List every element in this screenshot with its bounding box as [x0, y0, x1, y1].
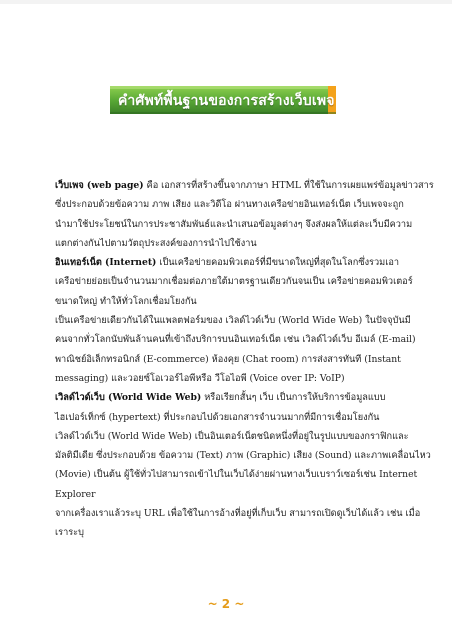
text-line: แตกต่างกันไปตามวัตถุประสงค์ของการนำไปใช้งาน: [55, 237, 257, 249]
text-line: Explorer: [55, 488, 96, 500]
text-line: ซึ่งประกอบด้วยข้อความ ภาพ เสียง และวิดีโอ ผ่านทางเครือข่ายอินเทอร์เน็ต เว็บเพจจะถูก: [55, 199, 404, 211]
term-www: เวิลด์ไวด์เว็บ (World Wide Web): [55, 392, 202, 404]
text-line: เวิลด์ไวด์เว็บ (World Wide Web) เป็นอินเตอร์เน็ตชนิดหนึ่งที่อยู่ในรูปแบบของกราฟิกและ: [55, 430, 409, 442]
paragraph-internet: [55, 253, 413, 311]
top-rule: [0, 0, 452, 4]
text-line: เครือข่ายย่อยเป็นจำนวนมากเชื่อมต่อภายใต้มาตรฐานเดียวกันจนเป็น เครือข่ายคอมพิวเตอร์: [55, 276, 413, 288]
banner-title: คำศัพท์พื้นฐานของการสร้างเว็บเพจ: [118, 93, 335, 109]
text-line: นำมาใช้ประโยชน์ในการประชาสัมพันธ์และนำเสนอข้อมูลต่างๆ จึงส่งผลให้แต่ละเว็บมีความ: [55, 218, 413, 230]
body-text: [55, 176, 434, 543]
title-banner: [110, 86, 336, 114]
text-line: มัลติมีเดีย ซึ่งประกอบด้วย ข้อความ (Text) ภาพ (Graphic) เสียง (Sound) และภาพเคลื่อนไหว: [55, 450, 431, 462]
term-internet: อินเทอร์เน็ต (Internet): [55, 257, 157, 269]
text-line: เป็นเครือข่ายเดียวกันได้ในแพลตฟอร์มของ เวิลด์ไวด์เว็บ (World Wide Web) ในปัจจุบันมี: [55, 315, 411, 327]
text-line: ขนาดใหญ่ ทำให้ทั่วโลกเชื่อมโยงกัน: [55, 295, 197, 307]
text-line: อินเทอร์เน็ต (Internet) เป็นเครือข่ายคอมพิวเตอร์ที่มีขนาดใหญ่ที่สุดในโลกซึ่งรวมเอา: [55, 257, 400, 269]
paragraph-www: [55, 388, 431, 504]
text-line: เวิลด์ไวด์เว็บ (World Wide Web) หรือเรียกสั้นๆ เว็บ เป็นการให้บริการข้อมูลแบบ: [55, 392, 386, 404]
text-line: เราระบุ: [55, 527, 84, 539]
text-line: เว็บเพจ (web page) คือ เอกสารที่สร้างขึ้นจากภาษา HTML ที่ใช้ในการเผยแพร่ข้อมูลข่าวสาร: [55, 180, 434, 191]
text-line: พาณิชย์อิเล็กทรอนิกส์ (E-commerce) ห้องคุย (Chat room) การส่งสารทันที (Instant: [55, 353, 401, 365]
paragraph-internet-cont: [55, 311, 416, 388]
text-line: คนจากทั่วโลกนับพันล้านคนที่เข้าถึงบริการบนอินเทอร์เน็ต เช่น เวิลด์ไวด์เว็บ อีเมล์ (E-mail): [55, 334, 416, 346]
page-number: ~ 2 ~: [207, 597, 245, 611]
paragraph-web-page: [55, 176, 434, 253]
text-line: messaging) และวอยซ์โอเวอร์ไอพีหรือ วีโอไอพี (Voice over IP: VoIP): [55, 372, 345, 384]
text-line: (Movie) เป็นต้น ผู้ใช้ทั่วไปสามารถเข้าไปในเว็บได้ง่ายผ่านทางเว็บเบราว์เซอร์เช่น Internet: [55, 469, 418, 481]
paragraph-url: [55, 504, 421, 543]
text-line: จากเครื่องเราแล้วระบุ URL เพื่อใช้ในการอ้างที่อยู่ที่เก็บเว็บ สามารถเปิดดูเว็บได้แล้ว เช่น เมื่อ: [55, 508, 421, 520]
text-line: ไฮเปอร์เท็กซ์ (hypertext) ที่ประกอบไปด้วยเอกสารจำนวนมากที่มีการเชื่อมโยงกัน: [55, 411, 380, 423]
term-web-page: เว็บเพจ (web page): [55, 180, 144, 191]
